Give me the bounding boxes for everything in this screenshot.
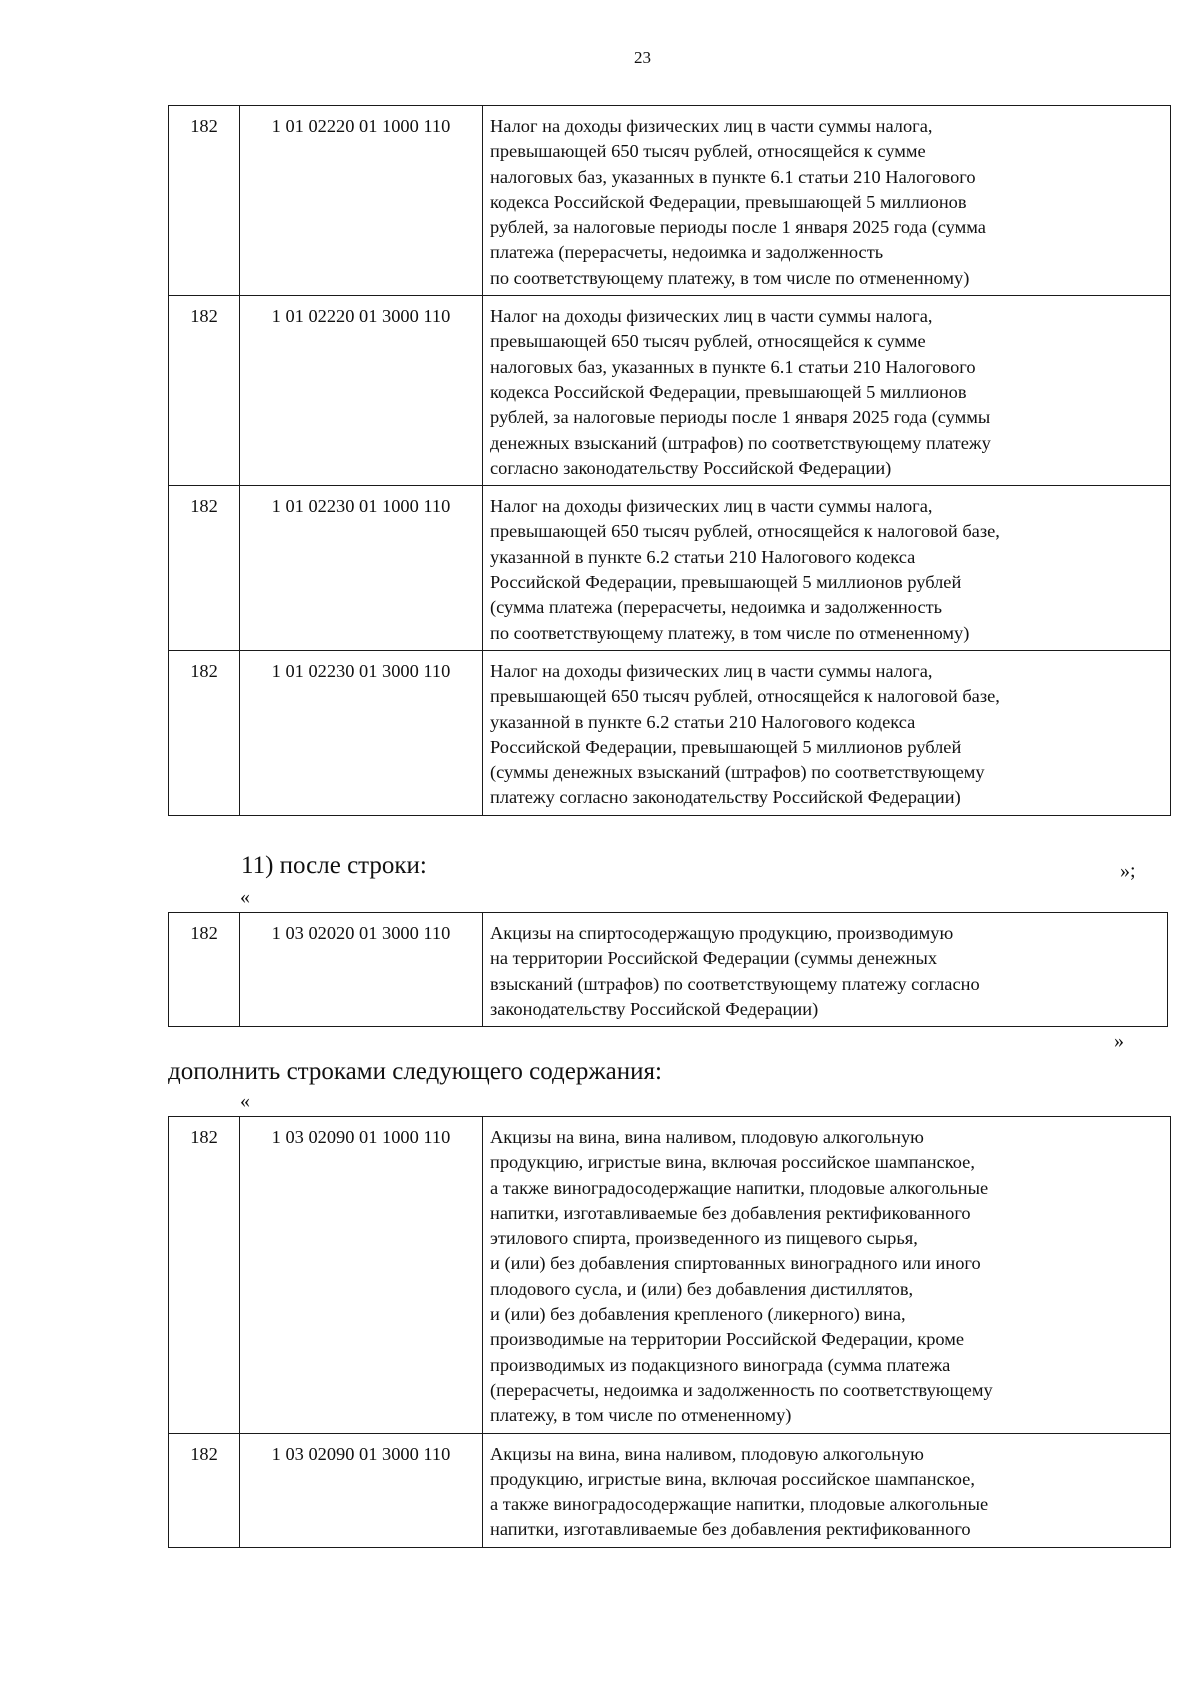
admin-code-cell: 182 [169, 1117, 240, 1434]
revenue-name-cell [483, 913, 1168, 1027]
revenue-name-line: Налог на доходы физических лиц в части суммы налога, [490, 496, 933, 517]
revenue-name-line: Налог на доходы физических лиц в части суммы налога, [490, 116, 933, 136]
revenue-name-line: рублей, за налоговые периоды после 1 января 2025 года (сумма [490, 217, 986, 238]
revenue-name-line: и (или) без добавления крепленого (ликерного) вина, [490, 1304, 906, 1325]
income-tax-table-body [169, 106, 1171, 816]
revenue-name-line: платежа (перерасчеты, недоимка и задолженность [490, 242, 884, 263]
revenue-name-line: напитки, изготавливаемые без добавления ректификованного [490, 1519, 971, 1540]
admin-code-cell: 182 [169, 913, 240, 1027]
revenue-name-line: взысканий (штрафов) по соответствующему платежу согласно [490, 973, 980, 994]
admin-code-cell: 182 [169, 486, 240, 651]
revenue-name-line: производимых из подакцизного винограда (сумма платежа [490, 1354, 951, 1375]
income-tax-table [168, 105, 1171, 816]
revenue-name-line: по соответствующему платежу, в том числе по отмененному) [490, 622, 970, 643]
revenue-name-line: этилового спирта, произведенного из пищевого сырья, [490, 1228, 918, 1249]
revenue-name-line: Российской Федерации, превышающей 5 миллионов рублей [490, 572, 962, 593]
revenue-name-line: кодекса Российской Федерации, превышающей 5 миллионов [490, 381, 967, 402]
admin-code-cell: 182 [169, 106, 240, 296]
excise-reference-table-body [169, 913, 1168, 1027]
opening-quote-2: « [240, 1090, 250, 1112]
revenue-name-cell [483, 1433, 1171, 1547]
revenue-name-line: (сумма платежа (перерасчеты, недоимка и задолженность [490, 597, 943, 618]
wine-excise-table-body [169, 1117, 1171, 1548]
admin-code-cell: 182 [169, 1433, 240, 1547]
revenue-name-line: превышающей 650 тысяч рублей, относящейся к налоговой базе, [490, 686, 1000, 707]
excise-reference-table [168, 912, 1168, 1027]
budget-code-cell: 1 03 02020 01 3000 110 [240, 913, 483, 1027]
revenue-name-line: продукцию, игристые вина, включая российское шампанское, [490, 1468, 975, 1489]
closing-quote-1: »; [1120, 860, 1136, 882]
revenue-name-line: Акцизы на вина, вина наливом, плодовую алкогольную [490, 1127, 924, 1147]
table-row [169, 1117, 1171, 1434]
admin-code-cell: 182 [169, 650, 240, 815]
table-row [169, 296, 1171, 486]
revenue-name-line: напитки, изготавливаемые без добавления ректификованного [490, 1202, 971, 1223]
revenue-name-line: продукцию, игристые вина, включая российское шампанское, [490, 1152, 975, 1173]
addition-instruction: дополнить строками следующего содержания: [168, 1058, 662, 1085]
budget-code-cell: 1 01 02220 01 1000 110 [240, 106, 483, 296]
revenue-name-cell [483, 106, 1171, 296]
revenue-name-line: платежу согласно законодательству Российской Федерации) [490, 787, 961, 808]
budget-code-cell: 1 01 02220 01 3000 110 [240, 296, 483, 486]
revenue-name-line: превышающей 650 тысяч рублей, относящейся к налоговой базе, [490, 521, 1000, 542]
revenue-name-line: рублей, за налоговые периоды после 1 января 2025 года (суммы [490, 407, 991, 428]
revenue-name-line: указанной в пункте 6.2 статьи 210 Налогового кодекса [490, 546, 916, 567]
budget-code-cell: 1 01 02230 01 3000 110 [240, 650, 483, 815]
item-11-heading: 11) после строки: [241, 852, 427, 879]
table-row [169, 650, 1171, 815]
admin-code-cell: 182 [169, 296, 240, 486]
revenue-name-line: а также виноградосодержащие напитки, плодовые алкогольные [490, 1494, 989, 1515]
page-number: 23 [634, 48, 651, 67]
revenue-name-line: согласно законодательству Российской Федерации) [490, 457, 892, 478]
table-row [169, 106, 1171, 296]
revenue-name-line: кодекса Российской Федерации, превышающей 5 миллионов [490, 191, 967, 212]
revenue-name-cell [483, 1117, 1171, 1434]
revenue-name-line: плодового сусла, и (или) без добавления дистиллятов, [490, 1278, 914, 1299]
revenue-name-line: производимые на территории Российской Федерации, кроме [490, 1329, 965, 1350]
closing-quote-2: » [1114, 1030, 1124, 1052]
revenue-name-line: Акцизы на спиртосодержащую продукцию, производимую [490, 923, 954, 943]
table-row [169, 913, 1168, 1027]
revenue-name-cell [483, 296, 1171, 486]
revenue-name-line: и (или) без добавления спиртованных виноградного или иного [490, 1253, 981, 1274]
revenue-name-line: превышающей 650 тысяч рублей, относящейся к сумме [490, 141, 926, 162]
revenue-name-line: Российской Федерации, превышающей 5 миллионов рублей [490, 736, 962, 757]
revenue-name-line: Акцизы на вина, вина наливом, плодовую алкогольную [490, 1443, 924, 1464]
budget-code-cell: 1 03 02090 01 3000 110 [240, 1433, 483, 1547]
revenue-name-line: по соответствующему платежу, в том числе по отмененному) [490, 267, 970, 288]
revenue-name-cell [483, 650, 1171, 815]
wine-excise-table [168, 1116, 1171, 1548]
revenue-name-line: указанной в пункте 6.2 статьи 210 Налогового кодекса [490, 711, 916, 732]
revenue-name-line: денежных взысканий (штрафов) по соответствующему платежу [490, 432, 991, 453]
revenue-name-line: превышающей 650 тысяч рублей, относящейся к сумме [490, 331, 926, 352]
opening-quote-1: « [240, 886, 250, 908]
revenue-name-line: а также виноградосодержащие напитки, плодовые алкогольные [490, 1177, 989, 1198]
revenue-name-line: (перерасчеты, недоимка и задолженность по соответствующему [490, 1379, 993, 1400]
revenue-name-line: налоговых баз, указанных в пункте 6.1 статьи 210 Налогового [490, 166, 976, 187]
budget-code-cell: 1 01 02230 01 1000 110 [240, 486, 483, 651]
revenue-name-line: платежу, в том числе по отмененному) [490, 1405, 792, 1426]
table-row [169, 486, 1171, 651]
budget-code-cell: 1 03 02090 01 1000 110 [240, 1117, 483, 1434]
revenue-name-line: (суммы денежных взысканий (штрафов) по соответствующему [490, 762, 985, 783]
revenue-name-line: Налог на доходы физических лиц в части суммы налога, [490, 306, 933, 327]
revenue-name-line: законодательству Российской Федерации) [490, 998, 819, 1019]
revenue-name-cell [483, 486, 1171, 651]
revenue-name-line: на территории Российской Федерации (суммы денежных [490, 948, 938, 969]
revenue-name-line: налоговых баз, указанных в пункте 6.1 статьи 210 Налогового [490, 356, 976, 377]
table-row [169, 1433, 1171, 1547]
revenue-name-line: Налог на доходы физических лиц в части суммы налога, [490, 660, 933, 681]
